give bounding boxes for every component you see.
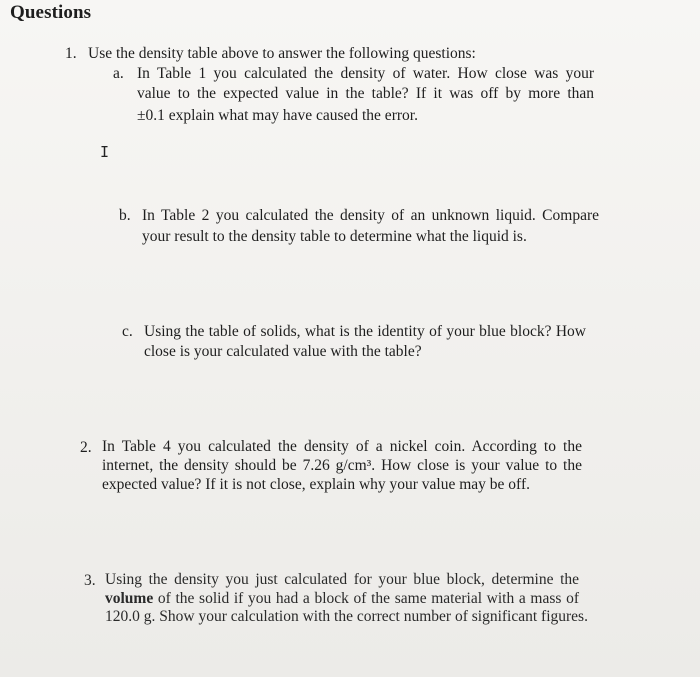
q1b-letter: b. [119, 207, 131, 224]
q1a-line-1: In Table 1 you calculated the density of water. How close was your [137, 65, 594, 82]
q2-line-3: expected value? If it is not close, explain why your value may be off. [102, 476, 530, 493]
q3-line-1: Using the density you just calculated for your blue block, determine the [105, 571, 579, 588]
q2-line-1: In Table 4 you calculated the density of a nickel coin. According to the [102, 438, 582, 455]
q1c-letter: c. [122, 323, 133, 340]
q1b-line-1: In Table 2 you calculated the density of an unknown liquid. Compare [142, 207, 599, 224]
q1a-line-3: ±0.1 explain what may have caused the error. [137, 107, 418, 124]
q1b-line-2: your result to the density table to determine what the liquid is. [142, 228, 527, 245]
q3-line-2 [105, 589, 579, 609]
q3-number: 3. [84, 572, 96, 589]
q3-line-2-rest: of the solid if you had a block of the same material with a mass of [153, 590, 579, 607]
q1a-letter: a. [113, 65, 124, 82]
text-cursor-icon: I [100, 143, 110, 161]
q1c-line-1: Using the table of solids, what is the identity of your blue block? How [144, 323, 586, 340]
page-title: Questions [10, 2, 92, 23]
q1a-line-2: value to the expected value in the table? If it was off by more than [137, 85, 594, 102]
q3-volume-bold: volume [105, 590, 154, 607]
q2-number: 2. [80, 439, 92, 456]
q1-intro: Use the density table above to answer the following questions: [88, 45, 476, 62]
q1c-line-2: close is your calculated value with the table? [144, 343, 422, 360]
q2-line-2: internet, the density should be 7.26 g/cm³. How close is your value to the [102, 457, 582, 474]
q3-line-3: 120.0 g. Show your calculation with the correct number of significant figures. [105, 608, 588, 625]
q1-number: 1. [65, 45, 77, 62]
